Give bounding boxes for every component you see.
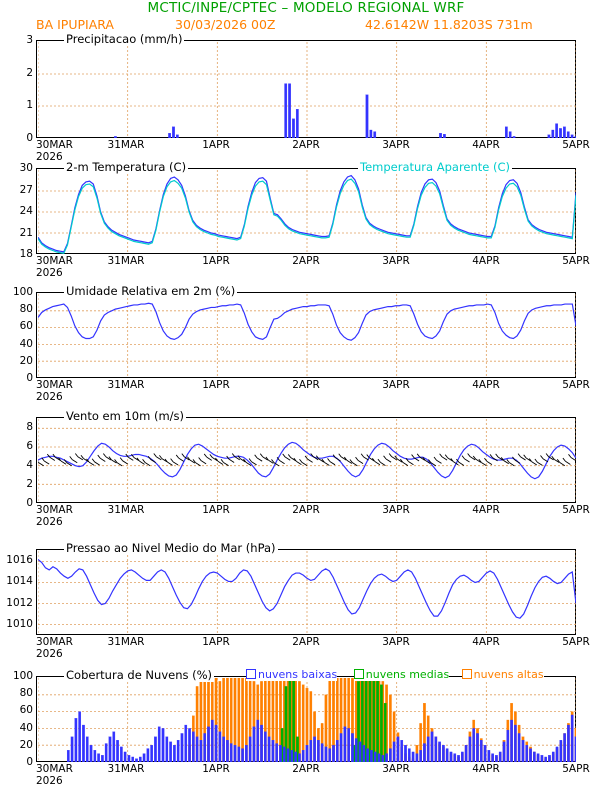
x-tick-label: 3APR xyxy=(382,379,410,391)
x-tick-label: 30MAR xyxy=(36,255,73,267)
x-tick-label: 5APR xyxy=(562,636,590,648)
y-tick-label: 60 xyxy=(19,704,33,717)
y-tick-label: 40 xyxy=(19,721,33,734)
y-tick-label: 1 xyxy=(26,99,33,112)
y-tick-label: 3 xyxy=(26,34,33,46)
y-tick-label: 0 xyxy=(26,756,33,768)
plot-area xyxy=(36,417,576,503)
x-tick-label: 31MAR xyxy=(107,255,145,267)
legend-item xyxy=(354,668,449,681)
y-tick-label: 2 xyxy=(26,477,33,490)
chart-panel-4 xyxy=(6,541,590,661)
x-tick-label: 4APR xyxy=(472,763,500,775)
legend-label: nuvens medias xyxy=(365,668,450,681)
legend-item xyxy=(462,668,544,681)
x-tick-label: 2APR xyxy=(292,379,320,391)
x-tick-label: 5APR xyxy=(562,379,590,391)
legend-swatch xyxy=(462,669,472,679)
x-tick-label: 4APR xyxy=(472,255,500,267)
panel-title: 2-m Temperatura (C) xyxy=(66,160,187,174)
panel-title: Umidade Relativa em 2m (%) xyxy=(66,284,236,298)
plot-svg xyxy=(38,294,576,378)
chart-panel-3 xyxy=(26,409,590,529)
run-datetime: 30/03/2026 00Z xyxy=(175,17,276,32)
x-tick-label: 1APR xyxy=(202,763,230,775)
plot-area xyxy=(36,292,576,378)
panel-title: Pressao ao Nivel Medio do Mar (hPa) xyxy=(66,541,276,555)
chart-panel-1 xyxy=(19,160,590,280)
x-tick-label: 3APR xyxy=(382,636,410,648)
y-tick-label: 20 xyxy=(19,738,33,751)
x-tick-label: 5APR xyxy=(562,139,590,151)
chart-panel-2 xyxy=(12,284,590,404)
x-tick-label: 5APR xyxy=(562,255,590,267)
x-axis-year: 2026 xyxy=(36,775,63,787)
x-tick-label: 2APR xyxy=(292,255,320,267)
plot-svg xyxy=(38,678,576,762)
y-tick-label: 0 xyxy=(26,372,33,384)
y-tick-label: 0 xyxy=(26,132,33,144)
x-tick-label: 5APR xyxy=(562,504,590,516)
y-tick-label: 60 xyxy=(19,320,33,333)
y-tick-label: 18 xyxy=(19,248,33,260)
x-tick-label: 1APR xyxy=(202,379,230,391)
x-tick-label: 31MAR xyxy=(107,636,145,648)
x-tick-label: 3APR xyxy=(382,504,410,516)
x-tick-label: 31MAR xyxy=(107,139,145,151)
x-tick-label: 3APR xyxy=(382,763,410,775)
x-tick-label: 1APR xyxy=(202,139,230,151)
plot-area xyxy=(36,549,576,635)
panel-title: Vento em 10m (m/s) xyxy=(66,409,185,423)
x-tick-label: 30MAR xyxy=(36,763,73,775)
x-tick-label: 1APR xyxy=(202,636,230,648)
y-tick-label: 100 xyxy=(12,670,33,682)
x-tick-label: 4APR xyxy=(472,636,500,648)
x-tick-label: 2APR xyxy=(292,763,320,775)
y-tick-label: 21 xyxy=(19,226,33,239)
x-tick-label: 4APR xyxy=(472,139,500,151)
x-axis-year: 2026 xyxy=(36,391,63,403)
x-tick-label: 4APR xyxy=(472,379,500,391)
panel-title-secondary: Temperatura Aparente (C) xyxy=(360,160,511,174)
coordinates-label: 42.6142W 11.8203S 731m xyxy=(365,17,533,32)
x-tick-label: 3APR xyxy=(382,255,410,267)
chart-panel-5 xyxy=(12,668,590,788)
plot-svg xyxy=(38,170,576,254)
x-tick-label: 30MAR xyxy=(36,139,73,151)
y-tick-label: 30 xyxy=(19,162,33,174)
plot-svg xyxy=(38,419,576,503)
x-axis-year: 2026 xyxy=(36,151,63,163)
x-tick-label: 1APR xyxy=(202,504,230,516)
panel-title: Precipitacao (mm/h) xyxy=(66,32,183,46)
y-tick-label: 0 xyxy=(26,497,33,509)
y-tick-label: 1014 xyxy=(6,575,33,588)
y-tick-label: 4 xyxy=(26,458,33,471)
y-tick-label: 24 xyxy=(19,205,33,217)
legend-label: nuvens altas xyxy=(473,668,544,681)
chart-header xyxy=(0,0,612,16)
y-tick-label: 80 xyxy=(19,687,33,700)
x-axis-year: 2026 xyxy=(36,648,63,660)
y-tick-label: 2 xyxy=(26,66,33,79)
legend-swatch xyxy=(246,669,256,679)
x-tick-label: 31MAR xyxy=(107,504,145,516)
y-tick-label: 40 xyxy=(19,337,33,350)
plot-svg xyxy=(38,42,576,138)
x-tick-label: 30MAR xyxy=(36,504,73,516)
legend-swatch xyxy=(354,669,364,679)
y-tick-label: 27 xyxy=(19,183,33,196)
plot-area xyxy=(36,676,576,762)
x-tick-label: 2APR xyxy=(292,139,320,151)
model-title: MCTIC/INPE/CPTEC – MODELO REGIONAL WRF xyxy=(147,0,465,16)
y-tick-label: 8 xyxy=(26,420,33,433)
plot-area xyxy=(36,168,576,254)
x-tick-label: 30MAR xyxy=(36,636,73,648)
station-name: BA IPUPIARA xyxy=(36,17,114,32)
y-tick-label: 20 xyxy=(19,354,33,367)
y-tick-label: 100 xyxy=(12,286,33,298)
x-tick-label: 1APR xyxy=(202,255,230,267)
x-tick-label: 2APR xyxy=(292,504,320,516)
x-axis-year: 2026 xyxy=(36,267,63,279)
y-tick-label: 1012 xyxy=(6,596,33,609)
y-tick-label: 80 xyxy=(19,303,33,316)
plot-svg xyxy=(38,551,576,635)
plot-area xyxy=(36,40,576,138)
panel-title: Cobertura de Nuvens (%) xyxy=(66,668,213,682)
x-tick-label: 2APR xyxy=(292,636,320,648)
x-tick-label: 31MAR xyxy=(107,379,145,391)
y-tick-label: 6 xyxy=(26,439,33,452)
x-tick-label: 30MAR xyxy=(36,379,73,391)
y-tick-label: 1016 xyxy=(6,553,33,566)
x-tick-label: 4APR xyxy=(472,504,500,516)
x-tick-label: 5APR xyxy=(562,763,590,775)
x-axis-year: 2026 xyxy=(36,516,63,528)
legend-label: nuvens baixas xyxy=(258,668,338,681)
legend-item xyxy=(246,668,337,681)
y-tick-label: 1010 xyxy=(6,618,33,631)
x-tick-label: 3APR xyxy=(382,139,410,151)
chart-panel-0 xyxy=(26,32,590,164)
x-tick-label: 31MAR xyxy=(107,763,145,775)
